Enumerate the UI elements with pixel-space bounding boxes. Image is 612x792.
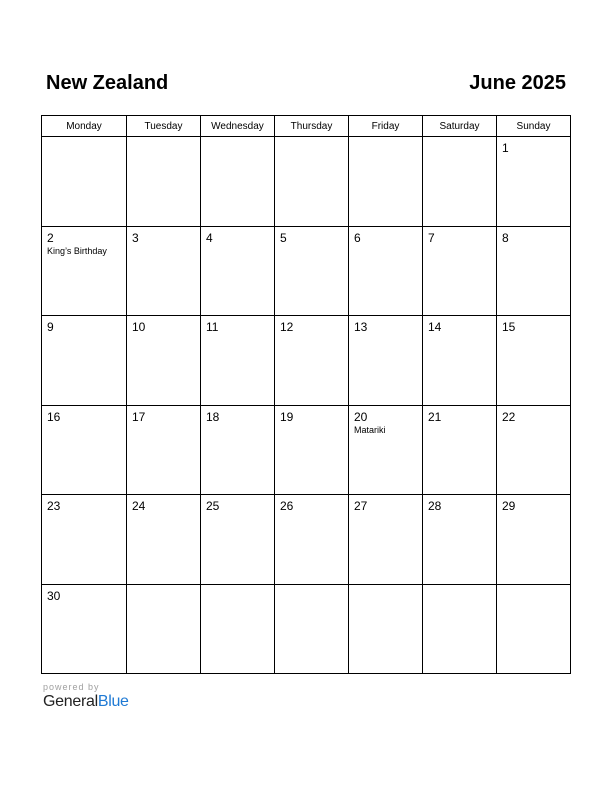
- day-number: 22: [502, 409, 516, 424]
- day-cell: [423, 316, 497, 406]
- day-cell: [42, 584, 127, 674]
- week-row: [42, 226, 571, 316]
- day-cell: [497, 137, 571, 227]
- day-number: 20: [354, 409, 368, 424]
- day-number: 27: [354, 499, 368, 513]
- day-cell: [349, 226, 423, 316]
- day-number: 18: [206, 409, 220, 424]
- day-cell: [423, 226, 497, 316]
- day-number: 19: [280, 409, 294, 424]
- weekday-friday: Friday: [349, 116, 423, 137]
- day-number: 16: [47, 409, 61, 424]
- weekday-tuesday: Tuesday: [127, 116, 201, 137]
- country-title: New Zealand: [46, 72, 169, 94]
- day-cell: [349, 584, 423, 674]
- weekday-sunday: Sunday: [497, 116, 571, 137]
- day-cell: [42, 137, 127, 227]
- month-title: June 2025: [469, 72, 566, 94]
- week-row: [42, 137, 571, 227]
- day-cell: [349, 405, 423, 495]
- day-cell: [42, 226, 127, 316]
- day-cell: [201, 584, 275, 674]
- day-cell: [201, 316, 275, 406]
- day-cell: [497, 226, 571, 316]
- day-number: 8: [502, 230, 509, 245]
- day-number: 21: [428, 409, 442, 424]
- day-number: 7: [428, 230, 435, 245]
- day-cell: [275, 137, 349, 227]
- day-number: 17: [132, 409, 146, 424]
- day-number: 1: [502, 141, 509, 155]
- day-number: 15: [502, 320, 516, 334]
- day-number: 12: [280, 320, 294, 334]
- day-cell: [201, 137, 275, 227]
- day-number: 28: [428, 499, 442, 513]
- day-number: 2: [47, 230, 54, 245]
- day-cell: [275, 495, 349, 585]
- day-number: 14: [428, 320, 442, 334]
- day-cell: [423, 495, 497, 585]
- weekday-saturday: Saturday: [423, 116, 497, 137]
- weekday-monday: Monday: [42, 116, 127, 137]
- day-cell: [275, 584, 349, 674]
- day-number: 11: [206, 320, 219, 334]
- weekday-thursday: Thursday: [275, 116, 349, 137]
- day-cell: [497, 495, 571, 585]
- day-number: 13: [354, 320, 368, 334]
- day-cell: [497, 316, 571, 406]
- weekday-wednesday: Wednesday: [201, 116, 275, 137]
- day-number: 4: [206, 230, 213, 245]
- brand-blue: Blue: [97, 693, 129, 710]
- day-number: 29: [502, 499, 516, 513]
- day-cell: [42, 316, 127, 406]
- day-cell: [42, 495, 127, 585]
- day-number: 30: [47, 588, 61, 603]
- day-cell: [127, 584, 201, 674]
- day-cell: [201, 405, 275, 495]
- day-cell: [275, 316, 349, 406]
- day-number: 3: [132, 230, 139, 245]
- day-cell: [42, 405, 127, 495]
- day-number: 6: [354, 230, 361, 245]
- day-cell: [497, 405, 571, 495]
- week-row: [42, 495, 571, 585]
- day-cell: [201, 226, 275, 316]
- day-cell: [127, 137, 201, 227]
- week-row: [42, 405, 571, 495]
- calendar-grid: [41, 115, 571, 674]
- day-cell: [127, 226, 201, 316]
- day-number: 23: [47, 499, 61, 513]
- day-cell: [497, 584, 571, 674]
- day-cell: [201, 495, 275, 585]
- day-cell: [127, 405, 201, 495]
- holiday-label: Matariki: [354, 424, 386, 435]
- footer: [43, 682, 129, 711]
- day-number: 24: [132, 499, 146, 513]
- powered-by-text: powered by: [43, 682, 100, 692]
- day-number: 9: [47, 320, 54, 334]
- day-number: 10: [132, 320, 146, 334]
- day-cell: [349, 495, 423, 585]
- day-cell: [127, 495, 201, 585]
- day-number: 25: [206, 499, 220, 513]
- holiday-label: King’s Birthday: [47, 245, 107, 256]
- day-cell: [127, 316, 201, 406]
- generalblue-logo: [43, 693, 129, 711]
- day-cell: [423, 584, 497, 674]
- day-cell: [423, 405, 497, 495]
- day-number: 26: [280, 499, 294, 513]
- day-cell: [349, 137, 423, 227]
- calendar-header: [46, 72, 566, 96]
- brand-general: General: [43, 693, 98, 710]
- day-cell: [275, 405, 349, 495]
- day-cell: [349, 316, 423, 406]
- day-number: 5: [280, 230, 287, 245]
- day-cell: [275, 226, 349, 316]
- week-row: [42, 584, 571, 674]
- weekday-header-row: [42, 116, 571, 137]
- week-row: [42, 316, 571, 406]
- day-cell: [423, 137, 497, 227]
